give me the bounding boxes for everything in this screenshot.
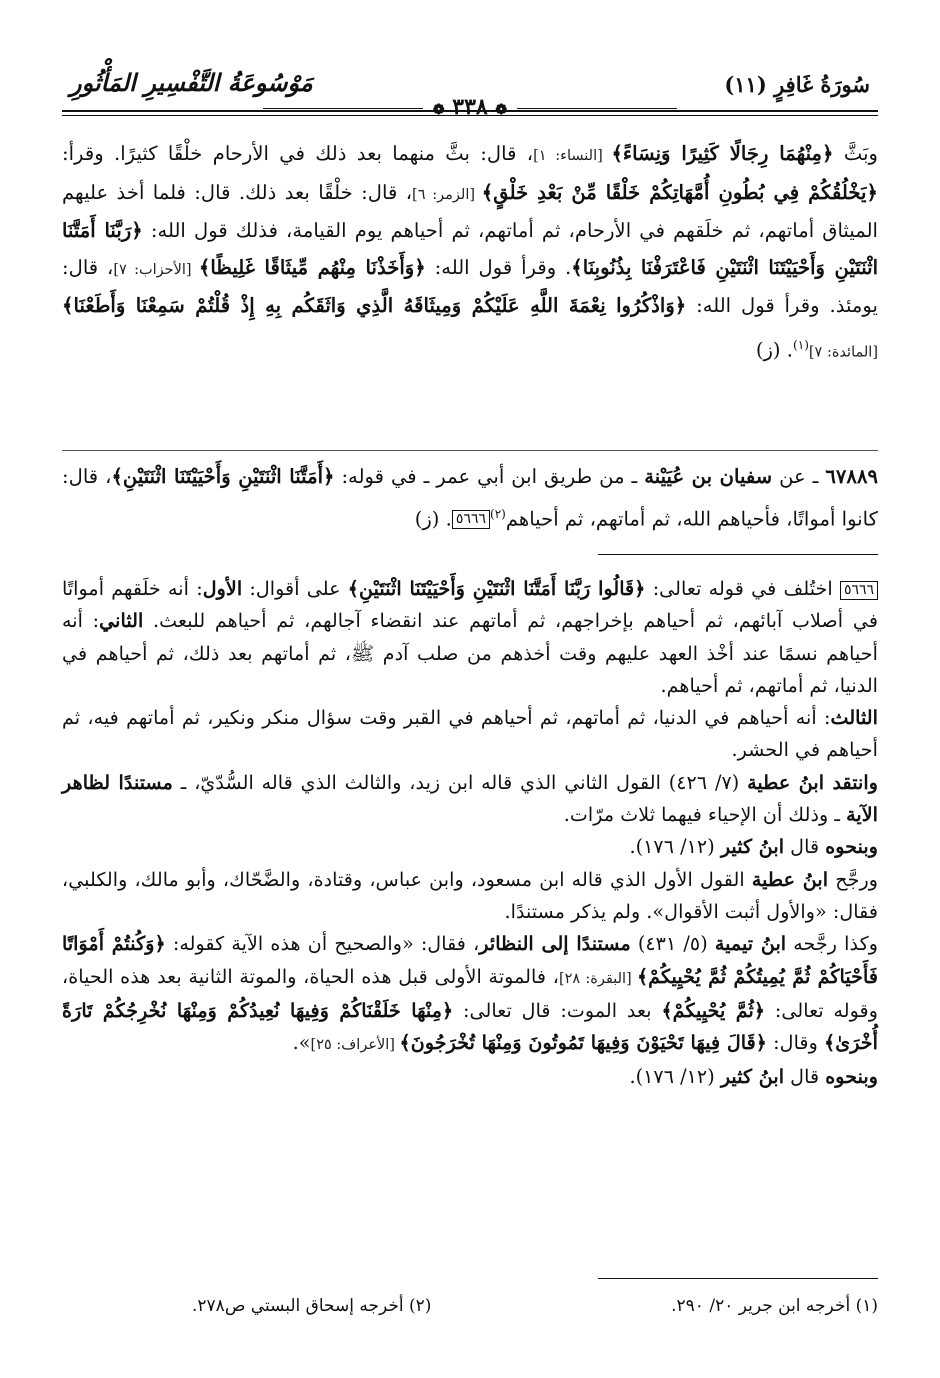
text: . (ز) xyxy=(414,507,452,531)
text: القول الأول الذي قاله ابن مسعود، وابن عباس، وقتادة، والضَّحّاك، وأبو مالك، والكلبي، فقال: «والأول أثبت الأقوال». ولم يذكر مستندًا. xyxy=(62,867,878,923)
quran-verse: ﴿قَالُوا رَبَّنَا أَمَتَّنَا اثْنَتَيْنِ وَأَحْيَيْتَنَا اثْنَتَيْنِ﴾ xyxy=(347,577,646,600)
text: ـ وذلك أن الإحياء فيهما ثلاث مرّات. xyxy=(563,803,847,827)
paragraph xyxy=(62,702,878,767)
text: (٥/ ٤٣١) xyxy=(630,932,715,956)
commentary xyxy=(62,573,878,1094)
surah-title: سُورَةُ غَافِرٍ (١١) xyxy=(724,72,870,97)
scholar-name: ابنُ كثير xyxy=(720,1065,785,1089)
text: وبنحوه xyxy=(825,835,878,859)
quran-verse: ﴿أَمَتَّنَا اثْنَتَيْنِ وَأَحْيَيْتَنَا اثْنَتَيْنِ﴾ xyxy=(111,465,335,488)
paragraph xyxy=(62,767,878,832)
ornament-icon: ❁ xyxy=(432,102,445,118)
divider xyxy=(62,450,878,451)
text: ، قال: خلْقًا بعد ذلك. قال: فلما أخذ عليهم الميثاق أماتهم، ثم خلَقهم في الأرحام، ثم أماتهم، ثم أحياهم يوم القيامة، فذلك قول الله: xyxy=(62,180,878,243)
quran-verse: ﴿مِنْهَا خَلَقْنَاكُمْ وَفِيهَا نُعِيدُكُمْ وَمِنْهَا نُخْرِجُكُمْ تَارَةً أُخْرَىٰ﴾ xyxy=(62,998,878,1055)
page-number-line xyxy=(0,94,940,120)
text: : أنه أحياهم نسمًا عند أخْذ العهد عليهم وقت أخذهم من صلب آدم ﷺ، ثم أماتهم بعد ذلك، ثم أحياهم في الدنيا، ثم أماتهم، ثم أحياهم. xyxy=(62,609,878,697)
footnote-marker: (١) xyxy=(793,337,809,352)
page-number: ٣٣٨ xyxy=(452,94,488,120)
text: وبَثَّ xyxy=(833,142,878,165)
text: وانتقد xyxy=(824,770,878,794)
verse-ref: [النساء: ١] xyxy=(533,148,612,164)
divider xyxy=(517,108,677,109)
text: ، فالموتة الأولى قبل هذه الحياة، والموتة الثانية بعد هذه الحياة، وقوله تعالى: xyxy=(62,964,878,1022)
text: : أنه أحياهم في الدنيا، ثم أماتهم، ثم أحياهم في القبر وقت سؤال منكر ونكير، ثم أماتهم فيه، ثم أحياهم في الحشر. xyxy=(62,706,878,762)
narration xyxy=(62,459,878,538)
verse-ref: [المائدة: ٧] xyxy=(808,344,878,361)
footnote-2: (٢) أخرجه إسحاق البستي ص٢٧٨. xyxy=(192,1296,432,1316)
text: مستندًا إلى النظائر xyxy=(479,932,631,956)
narration-number: ٦٧٨٨٩ xyxy=(825,465,878,488)
paragraph xyxy=(62,1061,878,1093)
ornament-icon: ❁ xyxy=(495,102,508,118)
scholar-name: ابنُ عطية xyxy=(747,770,825,794)
text: ، قال: كانوا أمواتًا، فأحياهم الله، ثم أماتهم، ثم أحياهم xyxy=(62,465,878,531)
quran-verse: ﴿ثُمَّ يُحْيِيكُمْ﴾ xyxy=(661,998,766,1022)
narrator-name: سفيان بن عُيَيْنة xyxy=(644,465,773,488)
text: (١٢/ ١٧٦). xyxy=(629,835,721,859)
quran-verse: ﴿وَكُنتُمْ أَمْوَاتًا فَأَحْيَاكُمْ ثُمَّ يُمِيتُكُمْ ثُمَّ يُحْيِيكُمْ﴾ xyxy=(62,932,879,988)
paragraph xyxy=(62,928,878,1061)
text: قال xyxy=(784,1065,826,1089)
heading-third: الثالث xyxy=(830,706,878,730)
footnote-1: (١) أخرجه ابن جرير ٢٠/ ٢٩٠. xyxy=(671,1296,878,1316)
scholar-name: ابنُ تيمية xyxy=(714,932,787,956)
note-box-number: ٥٦٦٦ xyxy=(840,581,878,600)
verse-ref: [الزمر: ٦] xyxy=(412,186,482,203)
quran-verse: ﴿مِنْهُمَا رِجَالًا كَثِيرًا وَنِسَاءً﴾ xyxy=(611,142,834,165)
text: مستندًا لظاهر الآية xyxy=(62,770,878,827)
quran-verse: ﴿رَبَّنَا أَمَتَّنَا اثْنَتَيْنِ وَأَحْيَيْتَنَا اثْنَتَيْنِ فَاعْتَرَفْنَا بِذُنُوبِنَا﴾ xyxy=(62,219,879,279)
quran-verse: ﴿قَالَ فِيهَا تَحْيَوْنَ وَفِيهَا تَمُوتُونَ وَمِنْهَا تُخْرَجُونَ﴾ xyxy=(399,1031,768,1055)
text: ، قال: بثَّ منهما بعد ذلك في الأرحام خلْقًا كثيرًا. وقرأ: xyxy=(62,142,534,165)
divider xyxy=(598,554,878,555)
text: (٧/ ٤٢٦) القول الثاني الذي قاله ابن زيد، والثالث الذي قاله السُّدّيّ، ـ xyxy=(172,770,748,794)
text: على أقوال: xyxy=(242,577,348,600)
text: (١٢/ ١٧٦). xyxy=(629,1065,721,1089)
quran-verse: ﴿يَخْلُقُكُمْ فِي بُطُونِ أُمَّهَاتِكُمْ خَلْقًا مِّنْ بَعْدِ خَلْقٍ﴾ xyxy=(481,180,878,204)
text: وبنحوه xyxy=(825,1065,878,1089)
paragraph xyxy=(62,573,878,702)
text: وكذا رجَّحه xyxy=(786,932,878,956)
text: بعد الموت: قال تعالى: xyxy=(453,998,662,1022)
main-text xyxy=(62,136,878,371)
book-title: مَوْسُوعَةُ التَّفْسِيرِ المَأْثُورِ xyxy=(70,68,313,97)
divider xyxy=(598,1278,878,1279)
divider xyxy=(263,108,423,109)
quran-verse: ﴿وَأَخَذْنَا مِنْهُم مِّيثَاقًا غَلِيظًا﴾ xyxy=(198,255,426,279)
text: : أنه خلَقهم أمواتًا في أصلاب آبائهم، ثم أحياهم بإخراجهم، ثم أماتهم عند انقضاء آجالهم، ثم أحياهم للبعث. xyxy=(62,577,878,633)
text: قال xyxy=(784,835,826,859)
heading-first: الأول xyxy=(202,577,243,600)
quran-verse: ﴿وَاذْكُرُوا نِعْمَةَ اللَّهِ عَلَيْكُمْ وَمِيثَاقَهُ الَّذِي وَاثَقَكُم بِهِ إِذْ قُلْتُمْ سَمِعْنَا وَأَطَعْنَا﴾ xyxy=(62,294,687,318)
scholar-name: ابنُ كثير xyxy=(720,835,785,859)
text: ، فقال: «والصحيح أن هذه الآية كقوله: xyxy=(165,932,480,956)
text: اختُلف في قوله تعالى: xyxy=(645,577,840,600)
verse-ref: [الأحزاب: ٧] xyxy=(113,261,199,278)
text: ـ عن xyxy=(772,465,826,488)
text: ـ من طريق ابن أبي عمر ـ في قوله: xyxy=(334,465,645,488)
paragraph xyxy=(62,864,878,929)
heading-second: الثاني xyxy=(99,609,144,633)
text: وقال: xyxy=(767,1031,824,1055)
text: ورجَّح xyxy=(828,867,878,891)
text: . (ز) xyxy=(755,338,794,362)
text: . وقرأ قول الله: xyxy=(425,255,572,279)
verse-ref: [البقرة: ٢٨] xyxy=(558,970,637,987)
note-box-number: ٥٦٦٦ xyxy=(452,510,490,529)
verse-ref: [الأعراف: ٢٥] xyxy=(310,1037,400,1054)
text: ، قال: يومئذ. وقرأ قول الله: xyxy=(62,255,878,318)
paragraph xyxy=(62,831,878,863)
footnote-marker: (٢) xyxy=(490,506,506,521)
scholar-name: ابنُ عطية xyxy=(751,867,829,891)
text: ». xyxy=(292,1031,311,1055)
